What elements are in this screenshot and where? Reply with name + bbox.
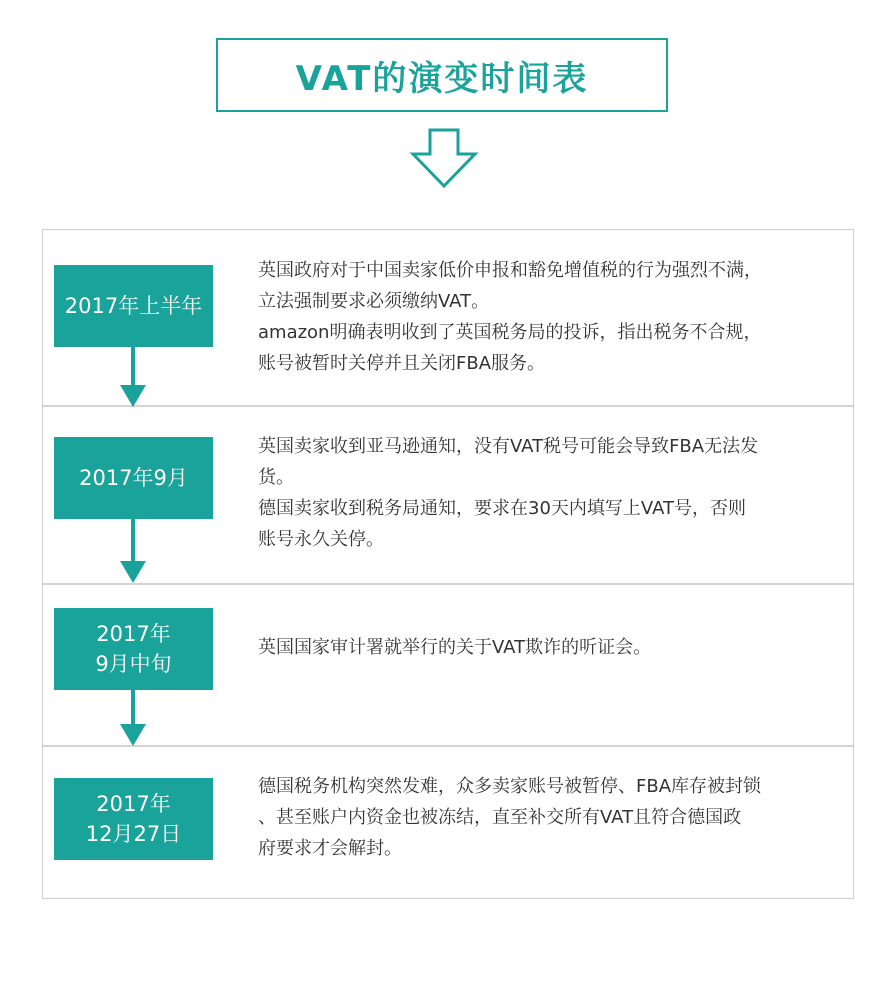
date-line: 9月中旬 [95, 652, 172, 676]
down-arrow-icon [119, 690, 147, 748]
title-box [216, 38, 668, 112]
timeline-event-text: 英国卖家收到亚马逊通知，没有VAT税号可能会导致FBA无法发 货。 德国卖家收到税务局通知，要求在30天内填写上VAT号，否则 账号永久关停。 [258, 436, 759, 550]
timeline-date-box [54, 778, 213, 860]
date-line: 2017年 [96, 622, 171, 646]
down-arrow-icon [119, 519, 147, 585]
date-line: 12月27日 [85, 822, 182, 846]
down-arrow-outline-icon [409, 128, 479, 190]
timeline-date-box [54, 608, 213, 690]
date-line: 2017年上半年 [64, 294, 203, 318]
timeline-event-text: 英国政府对于中国卖家低价申报和豁免增值税的行为强烈不满， 立法强制要求必须缴纳VAT。 amazon明确表明收到了英国税务局的投诉，指出税务不合规， 账号被暂时关停并且关闭FBA服务。 [258, 260, 762, 374]
timeline-date-box [54, 437, 213, 519]
page-title: VAT的演变时间表 [295, 58, 589, 99]
timeline-event-text: 英国国家审计署就举行的关于VAT欺诈的听证会。 [258, 637, 652, 658]
timeline-date-box [54, 265, 213, 347]
date-line: 2017年 [96, 792, 171, 816]
row-divider [43, 745, 853, 747]
down-arrow-icon [119, 347, 147, 409]
date-line: 2017年9月 [79, 466, 188, 490]
row-divider [43, 405, 853, 407]
row-divider [43, 583, 853, 585]
timeline-event-text: 德国税务机构突然发难，众多卖家账号被暂停、FBA库存被封锁 、甚至账户内资金也被冻结，直至补交所有VAT且符合德国政 府要求才会解封。 [258, 776, 762, 859]
